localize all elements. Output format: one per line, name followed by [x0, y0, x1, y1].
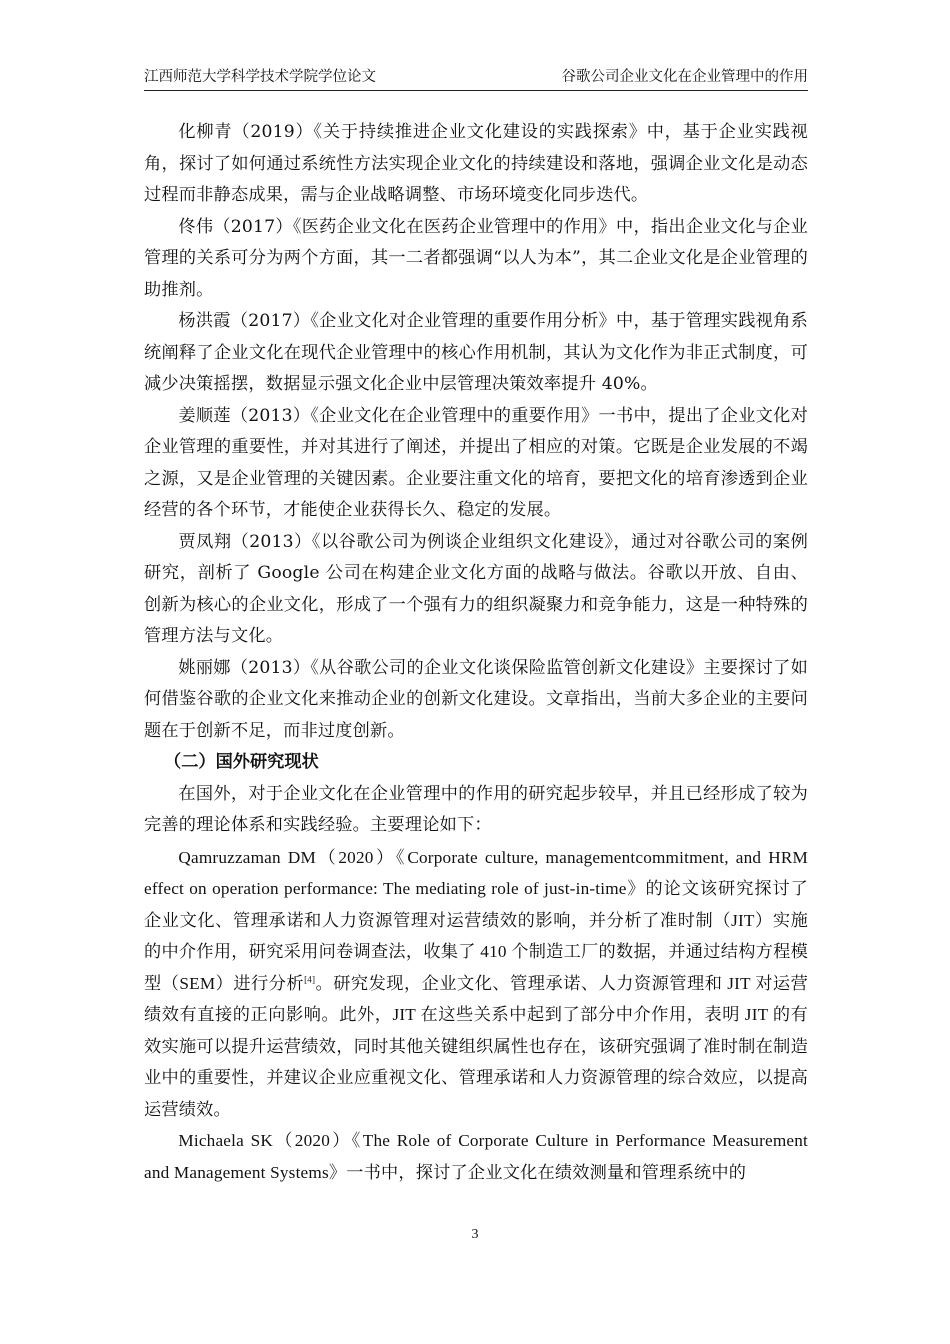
qamruzzaman-text-part2: 。研究发现，企业文化、管理承诺、人力资源管理和 JIT 对运营绩效有直接的正向影响。此外，JIT 在这些关系中起到了部分中介作用，表明 JIT 的有效实施可以提升运营绩效，同时其他关键组织属性也存在，该研究强调了准时制在制造业中的重要性，并建议企业应重视文化、管理承诺和人力资源管理的综合效应，以提高运营绩效。 — [144, 973, 808, 1119]
paragraph-qamruzzaman — [144, 842, 808, 1126]
page-number: 3 — [471, 1227, 479, 1242]
paragraph-foreign-intro: 在国外，对于企业文化在企业管理中的作用的研究起步较早，并且已经形成了较为完善的理论体系和实践经验。主要理论如下： — [144, 783, 808, 835]
paragraph-jiang-shunlian: 姜顺莲（2013）《企业文化在企业管理中的重要作用》一书中，提出了企业文化对企业管理的重要性，并对其进行了阐述，并提出了相应的对策。它既是企业发展的不竭之源，又是企业管理的关键因素。企业要注重文化的培育，要把文化的培育渗透到企业经营的各个环节，才能使企业获得长久、稳定的发展。 — [144, 405, 808, 520]
page-header — [144, 64, 808, 91]
paragraph-yang-hongxia: 杨洪霞（2017）《企业文化对企业管理的重要作用分析》中，基于管理实践视角系统阐释了企业文化在现代企业管理中的核心作用机制，其认为文化作为非正式制度，可减少决策摇摆，数据显示强文化企业中层管理决策效率提升 40%。 — [144, 311, 808, 394]
paragraph-yao-lina: 姚丽娜（2013）《从谷歌公司的企业文化谈保险监管创新文化建设》主要探讨了如何借鉴谷歌的企业文化来推动企业的创新文化建设。文章指出，当前大多企业的主要问题在于创新不足，而非过度创新。 — [144, 657, 808, 741]
paragraph-tong-wei: 佟伟（2017）《医药企业文化在医药企业管理中的作用》中，指出企业文化与企业管理的关系可分为两个方面，其一二者都强调“以人为本”，其二企业文化是企业管理的助推剂。 — [144, 216, 808, 300]
paragraph-hua-liuqing: 化柳青（2019）《关于持续推进企业文化建设的实践探索》中，基于企业实践视角，探讨了如何通过系统性方法实现企业文化的持续建设和落地，强调企业文化是动态过程而非静态成果，需与企业战略调整、市场环境变化同步迭代。 — [144, 122, 808, 205]
header-thesis-title: 江西师范大学科学技术学院学位论文 — [144, 69, 376, 85]
qamruzzaman-text-part1: Qamruzzaman DM（2020）《Corporate culture, managementcommitment, and HRM effect on operation performance: The mediating role of just-in-time》的论文该研究探讨了企业文化、管理承诺和人力资源管理对运营绩效的影响，并分析了准时制（JIT）实施的中介作用，研究采用问卷调查法，收集了 410 个制造工厂的数据，并通过结构方程模型（SEM）进行分析 — [144, 847, 808, 993]
citation-reference: [4] — [304, 973, 316, 984]
body-text — [144, 117, 808, 1188]
paragraph-michaela: Michaela SK（2020）《The Role of Corporate Culture in Performance Measurement and Management Systems》一书中，探讨了企业文化在绩效测量和管理系统中的 — [144, 1131, 808, 1182]
section-heading-foreign-research: （二）国外研究现状 — [164, 752, 319, 772]
header-chapter-title: 谷歌公司企业文化在企业管理中的作用 — [561, 69, 808, 85]
paragraph-jia-fengxiang: 贾凤翔（2013）《以谷歌公司为例谈企业组织文化建设》，通过对谷歌公司的案例研究，剖析了 Google 公司在构建企业文化方面的战略与做法。谷歌以开放、自由、创新为核心的企业文化，形成了一个强有力的组织凝聚力和竞争能力，这是一种特殊的管理方法与文化。 — [144, 531, 808, 646]
